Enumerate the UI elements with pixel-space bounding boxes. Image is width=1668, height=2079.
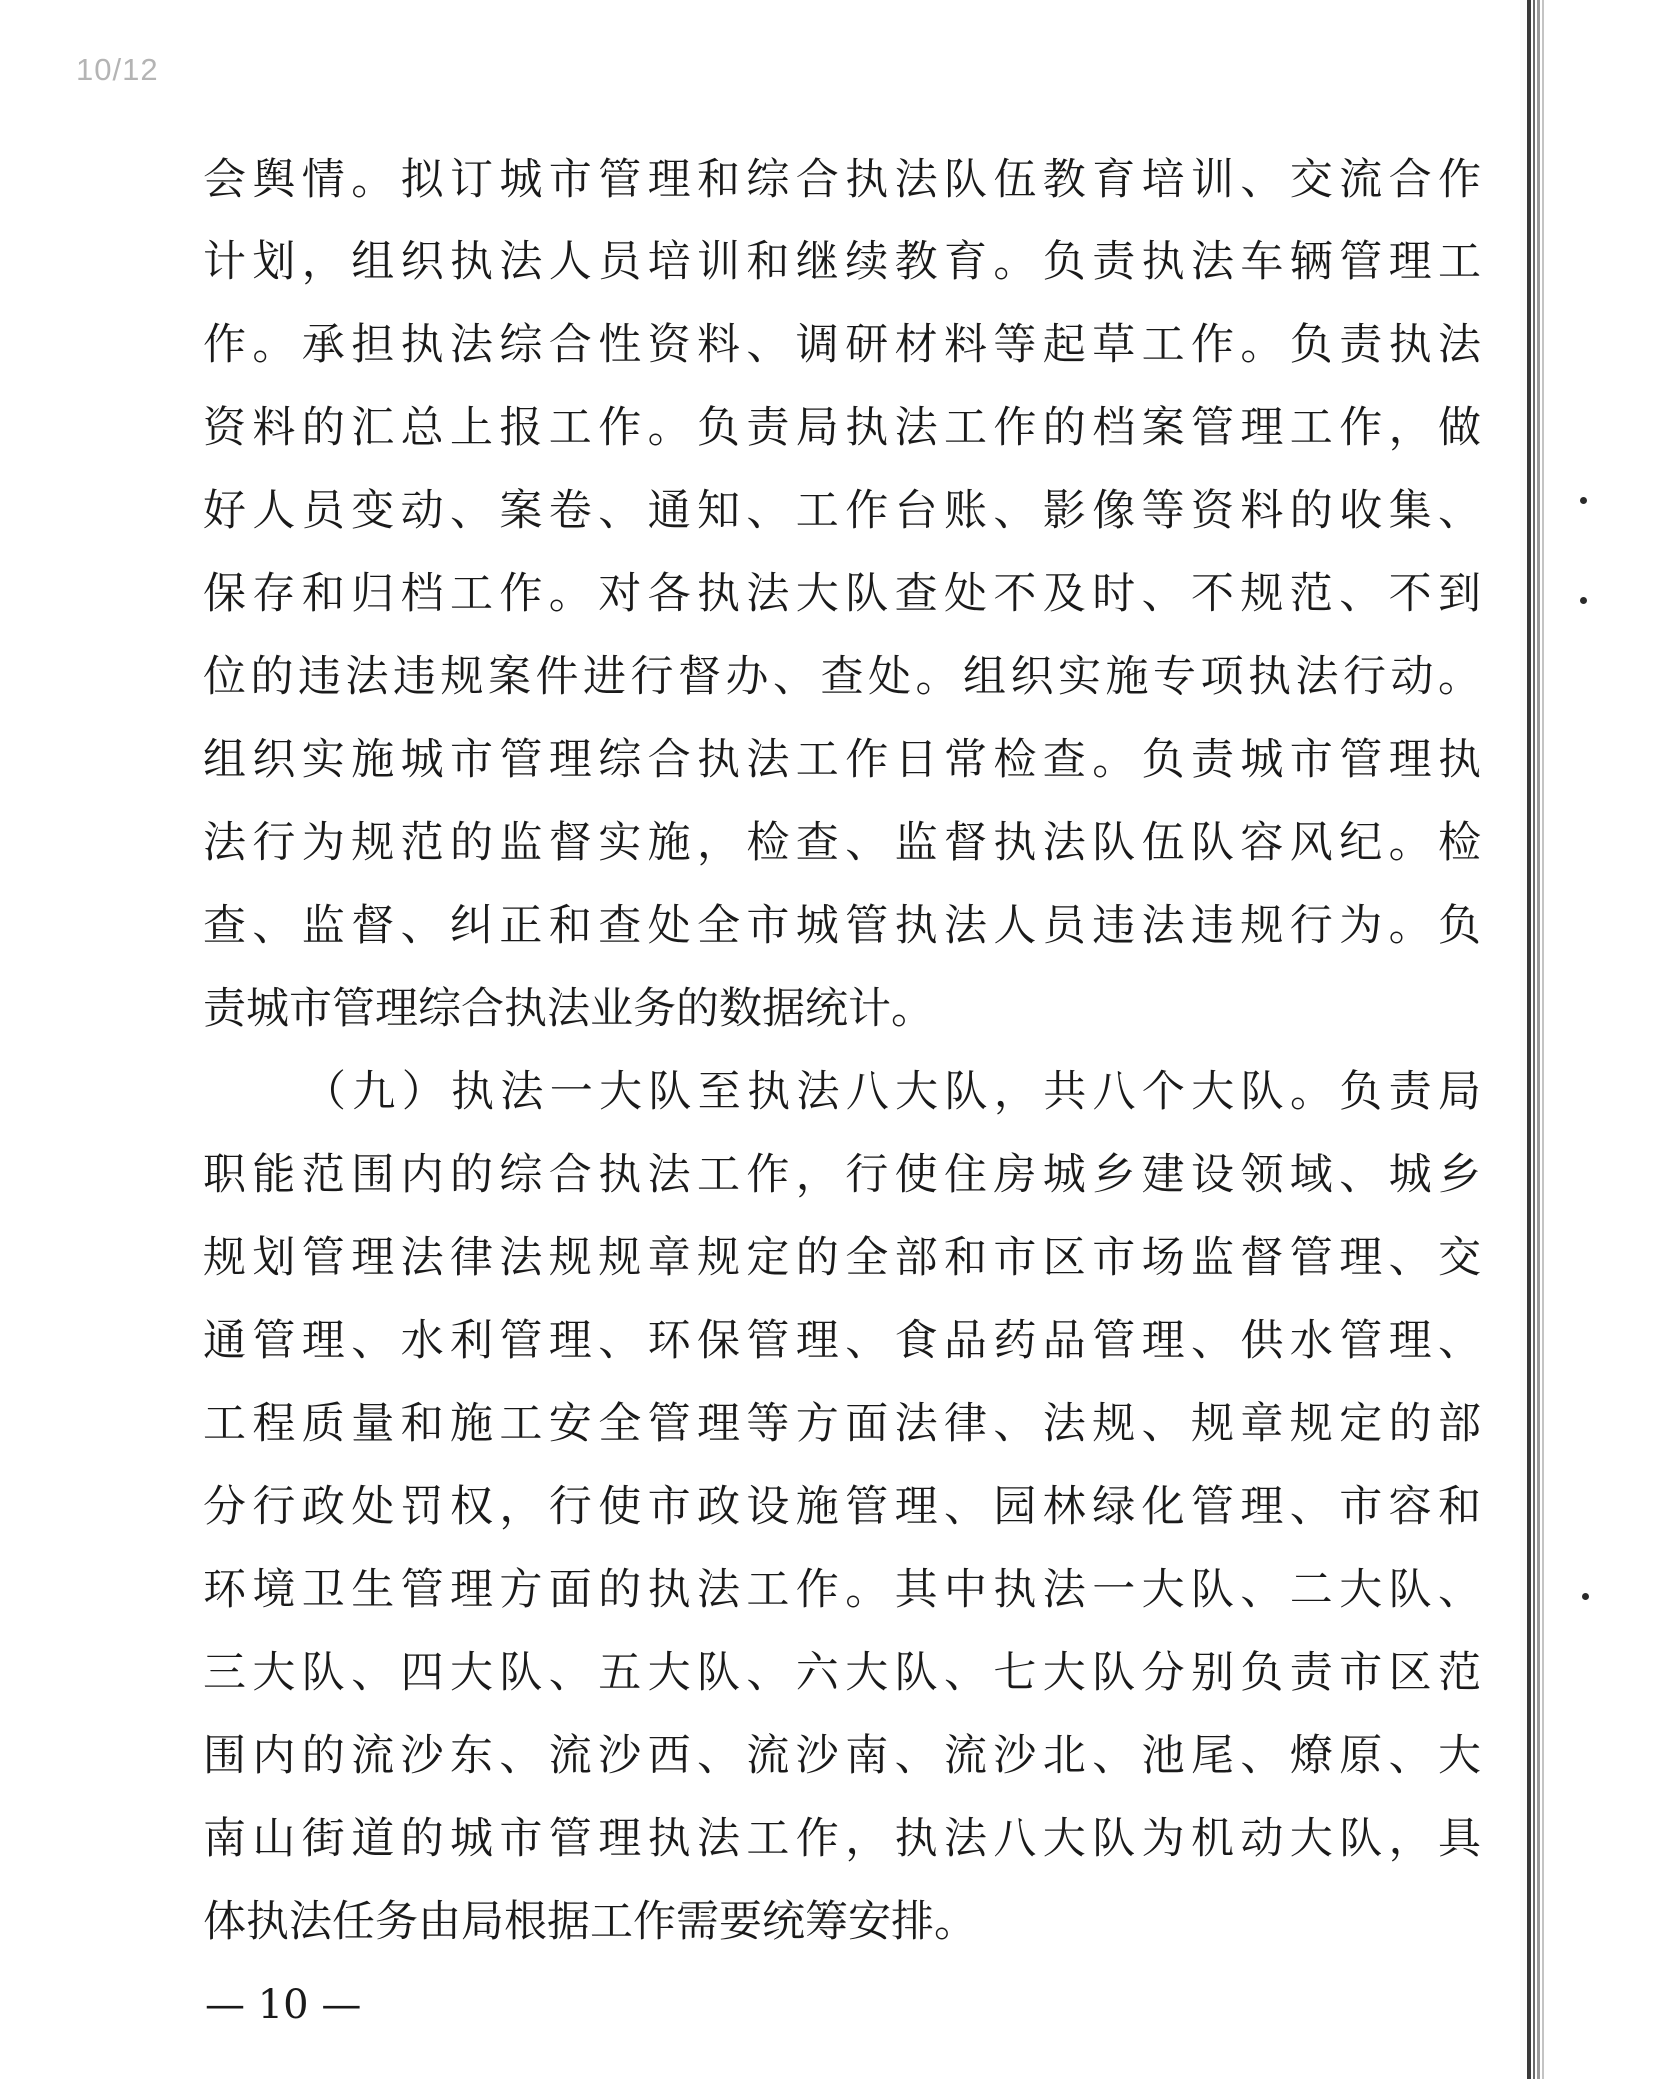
page-number: — 10 — [205,1982,362,2028]
text-line-8: 组织实施城市管理综合执法工作日常检查。负责城市管理执 [203,735,1481,785]
text-line-19: 三大队、四大队、五大队、六大队、七大队分别负责市区范 [203,1648,1481,1698]
text-line-16: 工程质量和施工安全管理等方面法律、法规、规章规定的部 [203,1399,1481,1449]
text-line-6: 保存和归档工作。对各执法大队查处不及时、不规范、不到 [203,569,1481,619]
text-line-17: 分行政处罚权，行使市政设施管理、园林绿化管理、市容和 [203,1482,1481,1532]
text-line-1: 会舆情。拟订城市管理和综合执法队伍教育培训、交流合作 [203,155,1481,205]
text-line-15: 通管理、水利管理、环保管理、食品药品管理、供水管理、 [203,1316,1481,1366]
text-line-18: 环境卫生管理方面的执法工作。其中执法一大队、二大队、 [203,1565,1481,1615]
text-line-20: 围内的流沙东、流沙西、流沙南、流沙北、池尾、燎原、大 [203,1731,1481,1781]
scan-speck [1582,1593,1589,1600]
text-line-10: 查、监督、纠正和查处全市城管执法人员违法违规行为。负 [203,901,1481,951]
text-line-14: 规划管理法律法规规章规定的全部和市区市场监督管理、交 [203,1233,1481,1283]
text-line-22: 体执法任务由局根据工作需要统筹安排。 [203,1897,977,1947]
page-counter: 10/12 [76,52,159,87]
text-line-7: 位的违法违规案件进行督办、查处。组织实施专项执法行动。 [203,652,1481,702]
text-line-9: 法行为规范的监督实施，检查、监督执法队伍队容风纪。检 [203,818,1481,868]
text-line-5: 好人员变动、案卷、通知、工作台账、影像等资料的收集、 [203,486,1481,536]
scan-speck [1580,497,1587,504]
scan-speck [1580,597,1587,604]
text-line-13: 职能范围内的综合执法工作，行使住房城乡建设领域、城乡 [203,1150,1481,1200]
text-line-2: 计划，组织执法人员培训和继续教育。负责执法车辆管理工 [203,237,1481,287]
scan-binding-edge [1527,0,1557,2079]
text-line-3: 作。承担执法综合性资料、调研材料等起草工作。负责执法 [203,320,1481,370]
text-line-12: （九）执法一大队至执法八大队，共八个大队。负责局 [303,1067,1481,1117]
text-line-11: 责城市管理综合执法业务的数据统计。 [203,984,934,1034]
text-line-21: 南山街道的城市管理执法工作，执法八大队为机动大队，具 [203,1814,1481,1864]
text-line-4: 资料的汇总上报工作。负责局执法工作的档案管理工作，做 [203,403,1481,453]
